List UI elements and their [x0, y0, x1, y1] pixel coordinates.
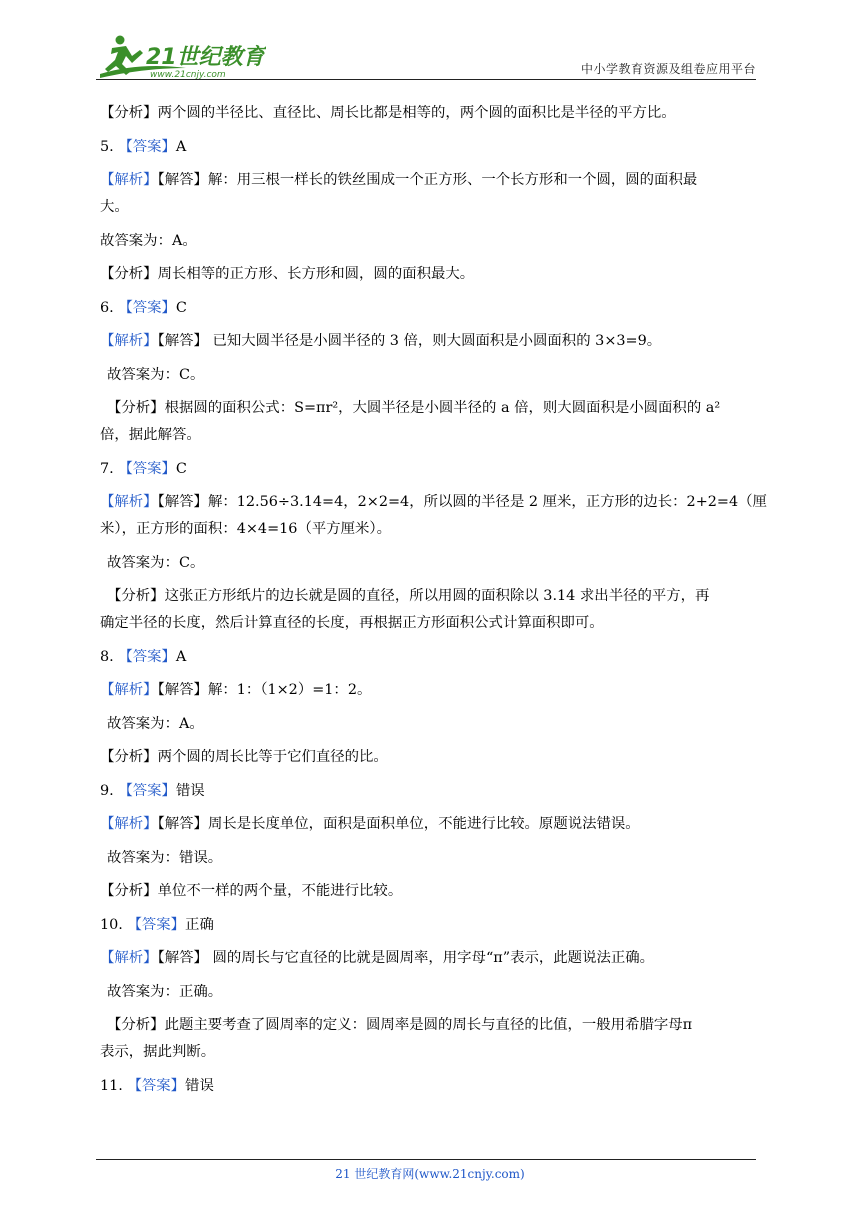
conclusion-line: 故答案为：C。 — [107, 366, 205, 383]
logo-text: 21世纪教育 — [146, 45, 265, 70]
text-line: 大。 — [100, 199, 129, 215]
page-header — [96, 30, 756, 82]
text-line: 【分析】两个圆的半径比、直径比、周长比都是相等的，两个圆的面积比是半径的平方比。 — [100, 105, 676, 121]
conclusion-line: 故答案为：C。 — [107, 554, 205, 571]
conclusion-line: 故答案为：A。 — [107, 715, 204, 732]
answer-content — [100, 103, 768, 1109]
answer-line: 10. 【答案】正确 — [100, 916, 214, 933]
answer-line: 6. 【答案】C — [100, 299, 187, 316]
text-line: 倍，据此解答。 — [100, 427, 201, 443]
footer-link[interactable]: 21 世纪教育网(www.21cnjy.com) — [335, 1167, 525, 1181]
answer-line: 11. 【答案】错误 — [100, 1077, 214, 1094]
text-line: 【分析】周长相等的正方形、长方形和圆，圆的面积最大。 — [100, 266, 475, 282]
conclusion-line: 故答案为：正确。 — [107, 983, 223, 1000]
platform-label: 中小学教育资源及组卷应用平台 — [580, 62, 756, 76]
analysis-line: 【解析】【解答】解：12.56÷3.14=4，2×2=4，所以圆的半径是 2 厘米，正方形的边长：2+2=4（厘 — [100, 494, 767, 510]
text-line: 【分析】此题主要考查了圆周率的定义：圆周率是圆的周长与直径的比值，一般用希腊字母π — [107, 1017, 693, 1033]
analysis-line: 【解析】【解答】解：用三根一样长的铁丝围成一个正方形、一个长方形和一个圆，圆的面积最 — [100, 172, 698, 188]
answer-line: 8. 【答案】A — [100, 648, 187, 665]
21cnjy-logo — [96, 30, 266, 82]
logo-url: www.21cnjy.com — [150, 70, 226, 80]
text-line: 表示，据此判断。 — [100, 1044, 216, 1060]
header-divider — [96, 79, 756, 80]
conclusion-line: 故答案为：A。 — [100, 232, 197, 249]
answer-line: 7. 【答案】C — [100, 460, 187, 477]
analysis-line: 【解析】【解答】 圆的周长与它直径的比就是圆周率，用字母“π”表示，此题说法正确。 — [100, 950, 655, 966]
answer-line: 9. 【答案】错误 — [100, 782, 205, 799]
text-line: 【分析】单位不一样的两个量，不能进行比较。 — [100, 883, 403, 899]
analysis-line: 【解析】【解答】解：1：（1×2）=1：2。 — [100, 682, 372, 698]
analysis-line: 【解析】【解答】 已知大圆半径是小圆半径的 3 倍，则大圆面积是小圆面积的 3×3=9。 — [100, 333, 662, 349]
text-line: 米），正方形的面积：4×4=16（平方厘米）。 — [100, 521, 391, 537]
text-line: 【分析】两个圆的周长比等于它们直径的比。 — [100, 749, 388, 765]
text-line: 确定半径的长度，然后计算直径的长度，再根据正方形面积公式计算面积即可。 — [100, 615, 604, 631]
text-line: 【分析】这张正方形纸片的边长就是圆的直径，所以用圆的面积除以 3.14 求出半径的平方，再 — [107, 588, 710, 604]
footer-divider — [96, 1159, 756, 1160]
text-line: 【分析】根据圆的面积公式：S=πr²，大圆半径是小圆半径的 a 倍，则大圆面积是小圆面积的 a² — [107, 400, 721, 416]
answer-line: 5. 【答案】A — [100, 138, 187, 155]
conclusion-line: 故答案为：错误。 — [107, 849, 223, 866]
analysis-line: 【解析】【解答】周长是长度单位，面积是面积单位，不能进行比较。原题说法错误。 — [100, 816, 640, 832]
